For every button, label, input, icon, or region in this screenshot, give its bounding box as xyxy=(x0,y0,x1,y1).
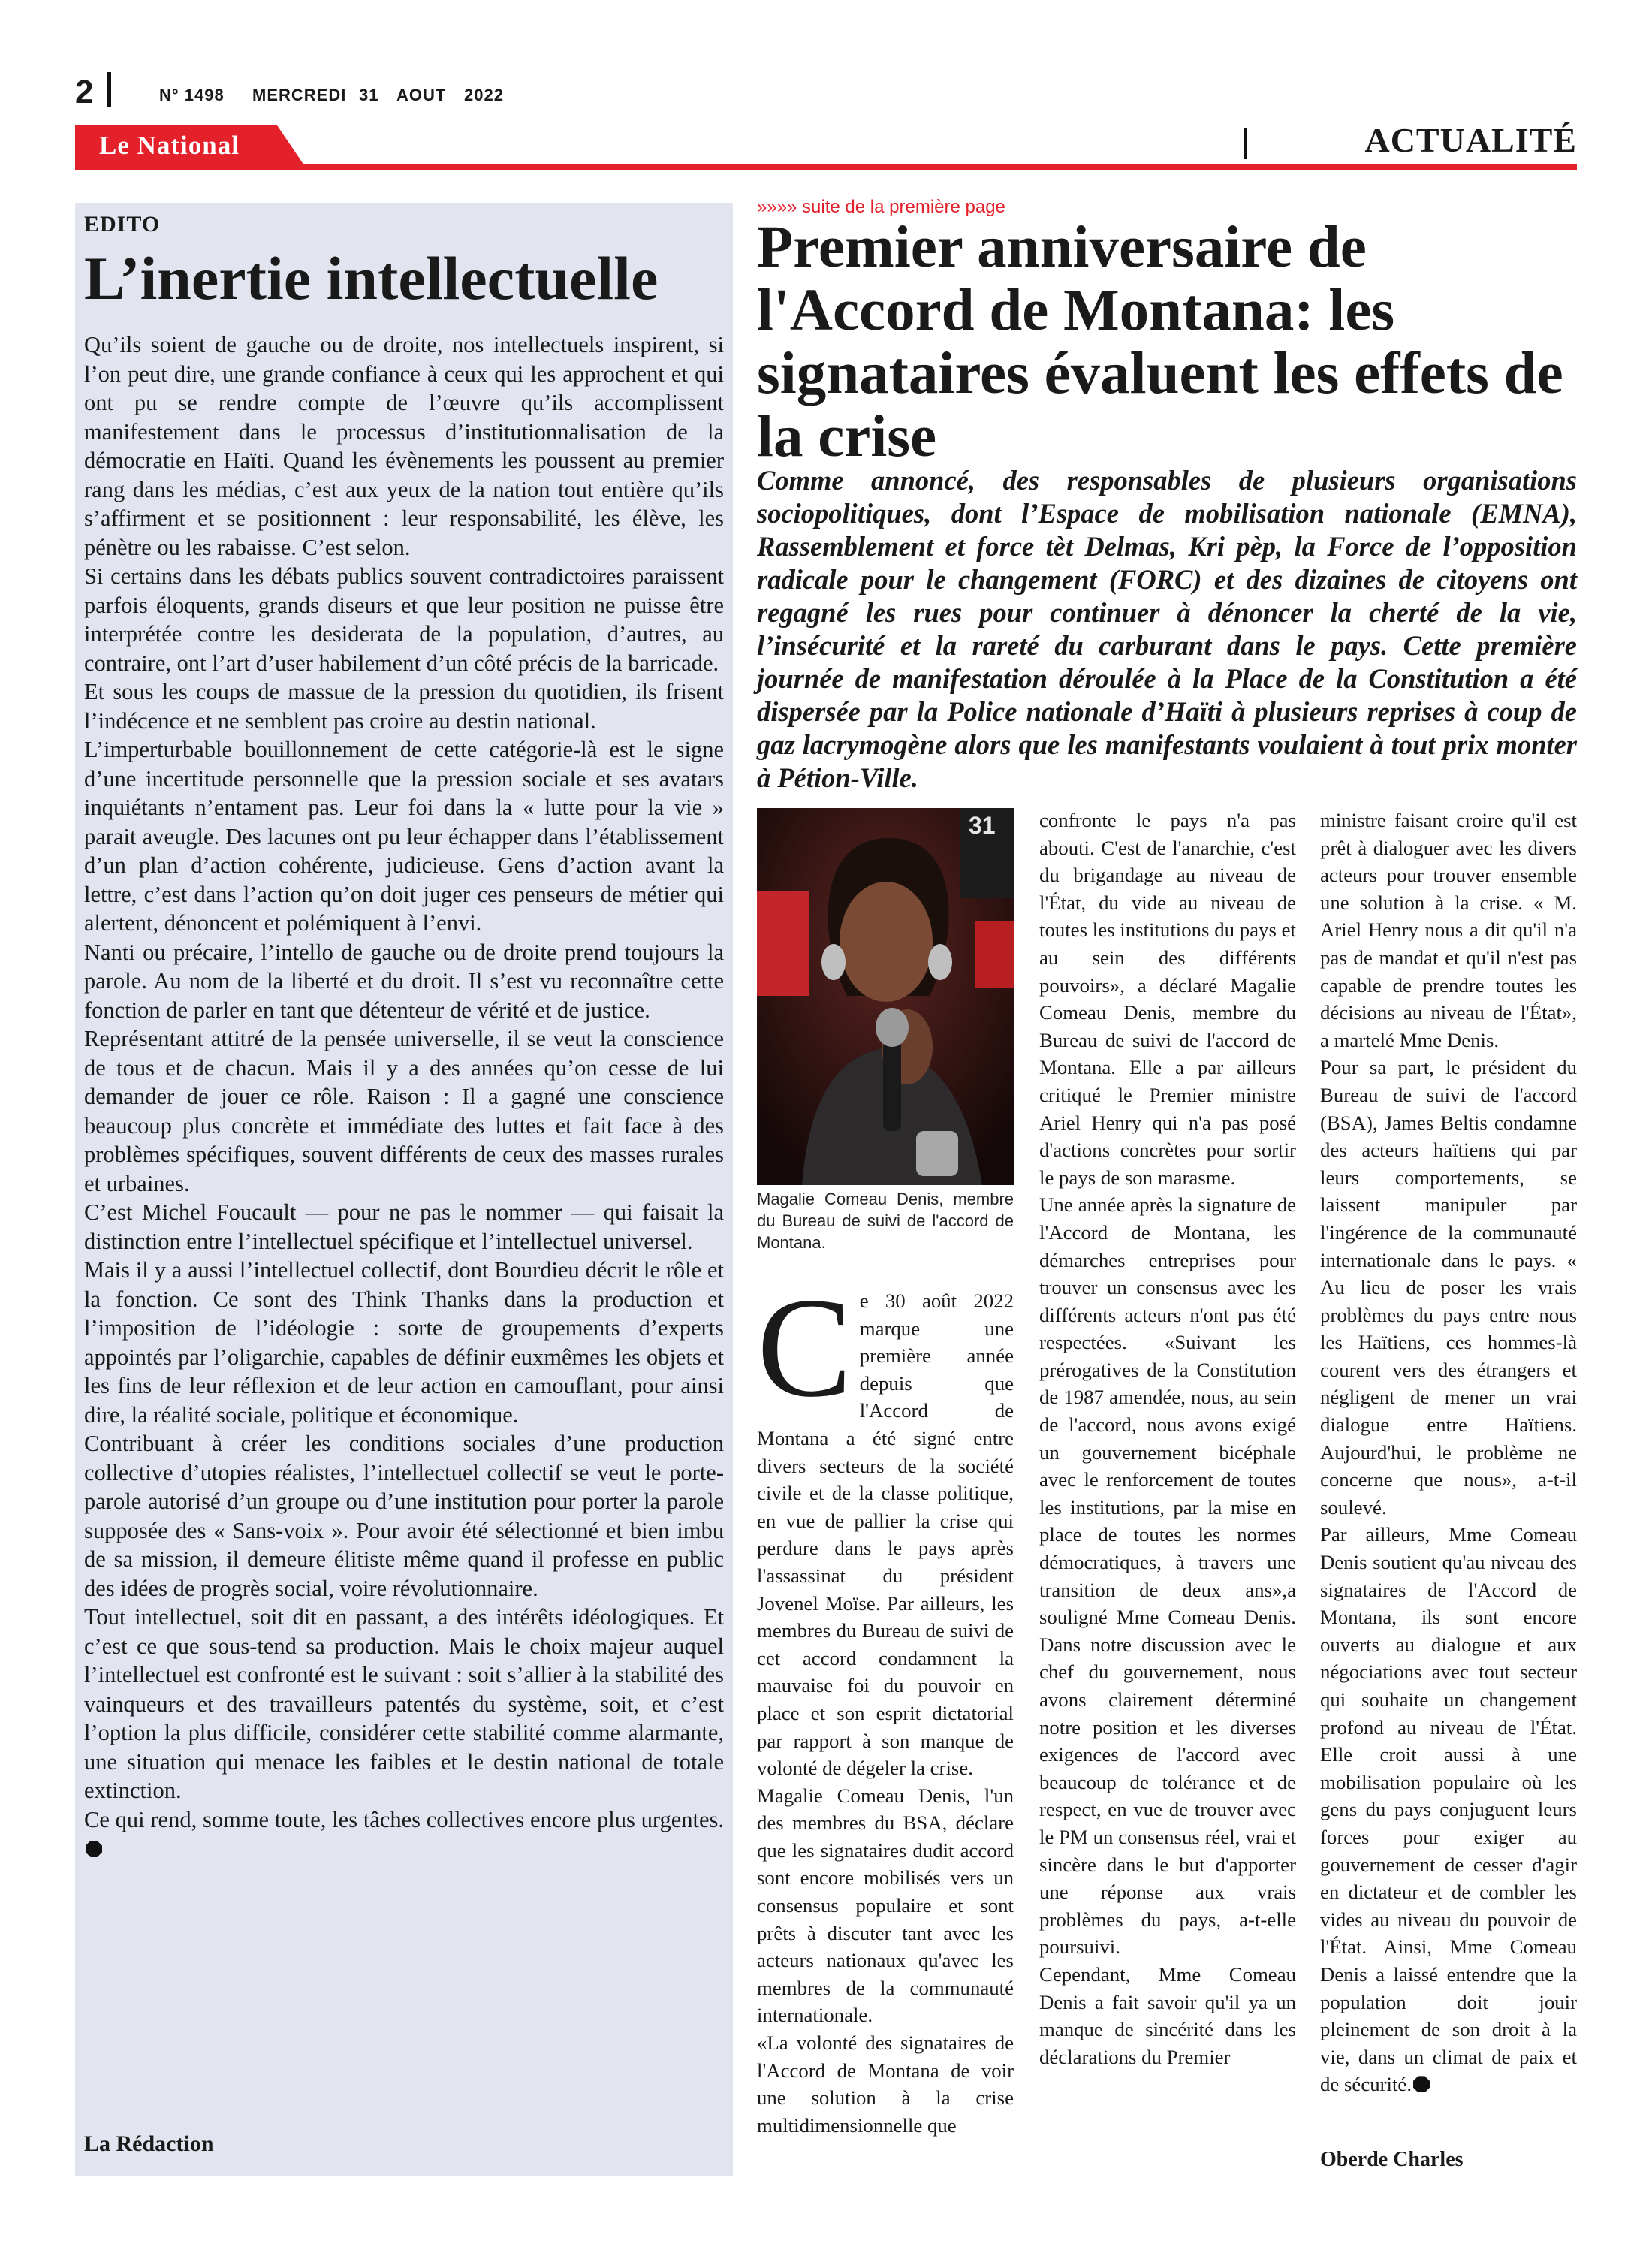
article-lead: Comme annoncé, des responsables de plusieurs organisations sociopolitiques, dont l’Espace de mobilisation nationale (EMNA), Rassemblement et force tèt Delmas, Kri pèp, la Force de l’opposition radicale pour le changement (FORC) et des dizaines de citoyens ont regagné les rues pour continuer à dénoncer la cherté de la vie, l’insécurité et la rareté du carburant dans le pays. Cette première journée de manifestation déroulée à la Place de la Constitution a été dispersée par la Police nationale d’Haïti à plusieurs reprises à coup de gaz lacrymogène alors que les manifestants voulaient à tout prix monter à Pétion-Ville. xyxy=(757,465,1577,793)
header-rule xyxy=(75,164,1577,170)
article-paragraph: Une année après la signature de l'Accord de Montana, les démarches entreprises pour trouver un consensus avec les différents acteurs n'ont pas été respectées. «Suivant les prérogatives de la Constitution de 1987 amendée, nous, au sein de l'accord, nous avons exigé un gouvernement bicéphale avec le renforcement de toutes les institutions, par la mise en place de toutes les normes démocratiques, à travers une transition de deux ans»,a souligné Mme Comeau Denis. Dans notre discussion avec le chef du gouvernement, nous avons clairement déterminé notre position et les diverses exigences de l'accord avec beaucoup de tolérance et de respect, en vue de trouver avec le PM un consensus réel, vrai et sincère dans le but d'apporter une réponse aux vrais problèmes du pays, a-t-elle poursuivi. xyxy=(1039,1193,1296,1959)
edito-paragraph: C’est Michel Foucault — pour ne pas le nommer — qui faisait la distinction entre l’intellectuel spécifique et l’intellectuel universel. xyxy=(84,1199,724,1254)
edito-kicker: EDITO xyxy=(84,212,161,237)
article-photo xyxy=(757,808,1014,1185)
edito-paragraph: Et sous les coups de massue de la pression du quotidien, ils frisent l’indécence et ne semblent pas croire au destin national. xyxy=(84,679,724,734)
issue-weekday: MERCREDI xyxy=(252,86,347,104)
edito-paragraph: Contribuant à créer les conditions sociales d’une production collective d’utopies réalistes, l’intellectuel collectif se veut le porte-parole autorisé d’un groupe ou d’une institution pour porter la parole supposée des « Sans-voix ». Pour avoir été sélectionné et bien imbu de sa mission, il demeure élitiste même quand il professe en public des idées de progrès social, voire révolutionnaire. xyxy=(84,1431,724,1601)
end-mark-icon xyxy=(86,1841,102,1857)
section-title: ACTUALITÉ xyxy=(1364,121,1577,159)
article-paragraph: Cependant, Mme Comeau Denis a fait savoir qu'il ya un manque de sincérité dans les déclarations du Premier xyxy=(1039,1962,1296,2068)
svg-text:31: 31 xyxy=(969,812,996,839)
brand-name: Le National xyxy=(99,131,240,160)
issue-month: AOUT xyxy=(396,86,447,104)
edito-paragraph: L’imperturbable bouillonnement de cette catégorie-là est le signe d’une incertitude personnelle que la pression sociale et ses avatars inquiétants n’entament pas. Leur foi dans la « lutte pour la vie » parait aveugle. Des lacunes ont pu leur échapper dans l’établissement d’un plan d’action cohérente, judicieuse. Gens d’action avant la lettre, c’est dans l’action qu’on doit juger ces penseurs de métier qui alertent, dénoncent et polémiquent à l’envi. xyxy=(84,737,724,936)
continuation-kicker: »»»» suite de la première page xyxy=(757,197,1005,217)
article-paragraph: «La volonté des signataires de l'Accord de Montana de voir une solution à la crise multidimensionnelle que xyxy=(757,2031,1014,2137)
article-paragraph: confronte le pays n'a pas abouti. C'est de l'anarchie, c'est du brigandage au niveau de l'État, du vide au niveau de toutes les institutions du pays et au sein des différents pouvoirs», a déclaré Magalie Comeau Denis, membre du Bureau de suivi de l'accord de Montana. Elle a par ailleurs critiqué le Premier ministre Ariel Henry qui n'a pas posé d'actions concrètes pour sortir le pays de son marasme. xyxy=(1039,809,1296,1189)
edito-paragraph-text: Ce qui rend, somme toute, les tâches collectives encore plus urgentes. xyxy=(84,1806,724,1832)
end-mark-icon xyxy=(1413,2076,1430,2092)
photo-caption: Magalie Comeau Denis, membre du Bureau de suivi de l'accord de Montana. xyxy=(757,1190,1014,1252)
drop-cap: C xyxy=(757,1269,852,1427)
article-paragraph: e 30 août 2022 marque une première année depuis que l'Accord de Montana a été signé entre divers secteurs de la société civile et de la classe politique, en vue de pallier la crise qui perdure dans le pays après l'assassinat du président Jovenel Moïse. Par ailleurs, les membres du Bureau de suivi de cet accord condamnent la mauvaise foi du pouvoir en place et son esprit dictatorial par rapport à son manque de volonté de dégeler la crise. xyxy=(757,1289,1014,1780)
edito-paragraph-last xyxy=(84,1805,724,1863)
page-number: 2 xyxy=(75,74,94,110)
edito-paragraph: Nanti ou précaire, l’intello de gauche ou de droite prend toujours la parole. Au nom de la liberté et du droit. Il s’est vu reconnaître cette fonction de parler en tant que détenteur de vérité et de justice. xyxy=(84,939,724,1023)
article-column-1 xyxy=(757,1269,1014,2139)
edito-title: L’inertie intellectuelle xyxy=(84,244,659,312)
article-paragraph: Pour sa part, le président du Bureau de suivi de l'accord (BSA), James Beltis condamne des acteurs haïtiens qui par leurs comportements, se laissent manipuler par l'ingérence de la communauté internationale dans le pays. « Au lieu de poser les vrais problèmes du pays entre nous les Haïtiens, ces hommes-là courent vers des étrangers et négligent de mener un vrai dialogue entre Haïtiens. Aujourd'hui, le problème ne concerne que nous», a-t-il soulevé. xyxy=(1320,1056,1577,1519)
edito-paragraph: Mais il y a aussi l’intellectuel collectif, dont Bourdieu décrit le rôle et la fonction. Ce sont des Think Thanks dans la production et l’imposition de l’idéologie : sorte de groupements d’experts appointés par l’oligarchie, capables de définir euxmêmes les objets et les fins de leur réflexion et de leur action en camouflant, pour ainsi dire, la réalité sociale, politique et économique. xyxy=(84,1257,724,1428)
edito-paragraph: Tout intellectuel, soit dit en passant, a des intérêts idéologiques. Et c’est ce que sous-tend sa production. Mais le choix majeur auquel l’intellectuel est confronté est le suivant : soit s’allier à la stabilité des vainqueurs et des travailleurs patentés du système, soit, et c’est l’option la plus difficile, considérer cette stabilité comme alarmante, une situation qui menace les faibles et le destin national de totale extinction. xyxy=(84,1604,724,1803)
portrait-image xyxy=(757,808,1014,1185)
edito-paragraph: Si certains dans les débats publics souvent contradictoires paraissent parfois éloquents, grands diseurs et que leur position ne puisse être interprétée contre les desiderata de la population, d’autres, au contraire, ont l’art d’user habilement d’un côté précis de la barricade. xyxy=(84,563,724,676)
article-column-3 xyxy=(1320,807,1577,2098)
issue-number: N° 1498 xyxy=(159,86,225,104)
edito-paragraph: Qu’ils soient de gauche ou de droite, nos intellectuels inspirent, si l’on peut dire, une grande confiance à ceux qui les approchent et qui ont pu se rendre compte de l’œuvre qu’ils accomplissent manifestement dans le processus d’institutionnalisation de la démocratie en Haïti. Quand les évènements les poussent au premier rang dans les médias, c’est aux yeux de la nation tout entière qu’ils s’affirment et se positionnent : leur responsabilité, les élève, les pénètre ou les rabaisse. C’est selon. xyxy=(84,332,724,560)
edito-signature: La Rédaction xyxy=(84,2131,214,2156)
article-headline: Premier anniversaire de l'Accord de Montana: les signataires évaluent les effets de la crise xyxy=(757,215,1563,469)
page-number-divider xyxy=(107,72,111,107)
section-divider xyxy=(1244,128,1247,159)
article-column-2 xyxy=(1039,807,1296,2071)
article-byline: Oberde Charles xyxy=(1320,2148,1464,2171)
issue-year: 2022 xyxy=(464,86,504,104)
edito-body xyxy=(84,330,724,1863)
article-paragraph-last xyxy=(1320,1521,1577,2098)
article-paragraph: ministre faisant croire qu'il est prêt à dialoguer avec les divers acteurs pour trouver ensemble une solution à la crise. « M. Ariel Henry nous a dit qu'il n'a pas de mandat et qu'il n'est pas capable de prendre toutes les décisions au niveau de l'État», a martelé Mme Denis. xyxy=(1320,809,1577,1051)
article-paragraph-text: Par ailleurs, Mme Comeau Denis soutient qu'au niveau des signataires de l'Accord de Montana, ils sont encore ouverts au dialogue et aux négociations avec tout secteur qui souhaite un changement profond au niveau de l'État. Elle croit aussi à une mobilisation populaire où les gens du pays conjuguent leurs forces pour exiger au gouvernement de cesser d'agir en dictateur et de combler les vides au niveau du pouvoir de l'État. Ainsi, Mme Comeau Denis a laissé entendre que la population doit jouir pleinement de son droit à la vie, dans un climat de paix et de sécurité. xyxy=(1320,1523,1577,2096)
article-paragraph: Magalie Comeau Denis, l'un des membres du BSA, déclare que les signataires dudit accord sont encore mobilisés vers un consensus populaire et sont prêts à discuter tant avec les acteurs nationaux qu'avec les membres de la communauté internationale. xyxy=(757,1784,1014,2027)
issue-date-day: 31 xyxy=(359,86,379,104)
edito-paragraph: Représentant attitré de la pensée universelle, il se veut la conscience de tous et de chacun. Mais il y a des années qu’on cesse de lui demander de jouer ce rôle. Raison : Il a gagné une conscience beaucoup plus concrète et immédiate des luttes et fait face à des problèmes spécifiques, souvent différents de ceux des masses rurales et urbaines. xyxy=(84,1026,724,1196)
